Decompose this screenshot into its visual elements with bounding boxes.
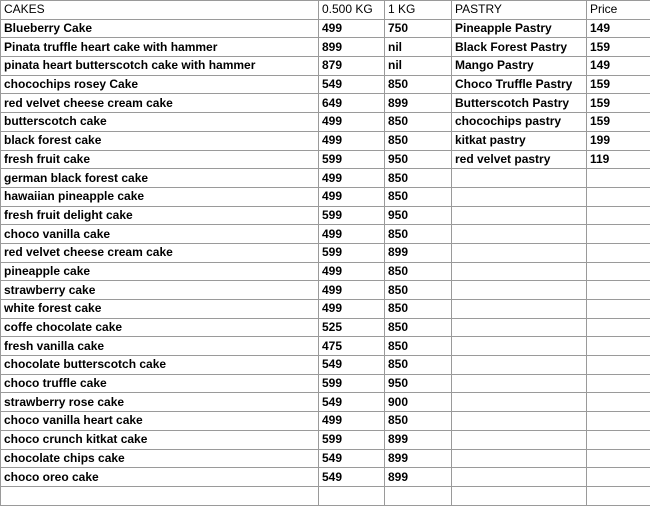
one-kg-price-cell: 850 bbox=[385, 75, 452, 94]
table-row bbox=[1, 486, 650, 505]
half-kg-price-cell: 499 bbox=[319, 281, 385, 300]
half-kg-price-cell: 499 bbox=[319, 169, 385, 188]
pastry-name-cell bbox=[452, 243, 587, 262]
half-kg-price-cell: 499 bbox=[319, 225, 385, 244]
one-kg-price-cell: 850 bbox=[385, 281, 452, 300]
pastry-name-cell bbox=[452, 318, 587, 337]
one-kg-price-cell: nil bbox=[385, 57, 452, 76]
one-kg-price-cell: 950 bbox=[385, 150, 452, 169]
half-kg-price-cell: 649 bbox=[319, 94, 385, 113]
one-kg-price-cell: 850 bbox=[385, 300, 452, 319]
half-kg-price-cell: 499 bbox=[319, 131, 385, 150]
cake-name-cell: fresh fruit cake bbox=[1, 150, 319, 169]
one-kg-price-cell: 950 bbox=[385, 374, 452, 393]
pastry-name-cell bbox=[452, 356, 587, 375]
pastry-price-cell bbox=[587, 468, 650, 487]
half-kg-price-cell: 549 bbox=[319, 356, 385, 375]
cake-name-cell: choco vanilla cake bbox=[1, 225, 319, 244]
pastry-price-cell bbox=[587, 374, 650, 393]
one-kg-price-cell: nil bbox=[385, 38, 452, 57]
pastry-name-cell bbox=[452, 374, 587, 393]
half-kg-price-cell: 549 bbox=[319, 75, 385, 94]
one-kg-price-cell: 850 bbox=[385, 262, 452, 281]
cake-name-cell: strawberry cake bbox=[1, 281, 319, 300]
one-kg-price-cell: 850 bbox=[385, 412, 452, 431]
cake-name-cell: fresh vanilla cake bbox=[1, 337, 319, 356]
pastry-price-cell: 149 bbox=[587, 57, 650, 76]
table-row bbox=[1, 113, 650, 132]
table-row bbox=[1, 449, 650, 468]
header-price: Price bbox=[587, 1, 650, 20]
one-kg-price-cell: 899 bbox=[385, 430, 452, 449]
table-row bbox=[1, 169, 650, 188]
half-kg-price-cell: 499 bbox=[319, 262, 385, 281]
one-kg-price-cell: 899 bbox=[385, 468, 452, 487]
table-row bbox=[1, 150, 650, 169]
pastry-name-cell bbox=[452, 262, 587, 281]
pastry-name-cell bbox=[452, 393, 587, 412]
table-row bbox=[1, 337, 650, 356]
one-kg-price-cell: 850 bbox=[385, 169, 452, 188]
table-row bbox=[1, 262, 650, 281]
half-kg-price-cell: 549 bbox=[319, 393, 385, 412]
table-row bbox=[1, 300, 650, 319]
table-row bbox=[1, 131, 650, 150]
half-kg-price-cell: 525 bbox=[319, 318, 385, 337]
header-row bbox=[1, 1, 650, 20]
table-row bbox=[1, 430, 650, 449]
header-half-kg: 0.500 KG bbox=[319, 1, 385, 20]
header-cakes: CAKES bbox=[1, 1, 319, 20]
pastry-name-cell: kitkat pastry bbox=[452, 131, 587, 150]
pastry-price-cell: 159 bbox=[587, 38, 650, 57]
pastry-name-cell bbox=[452, 206, 587, 225]
half-kg-price-cell bbox=[319, 486, 385, 505]
cake-name-cell: chocolate butterscotch cake bbox=[1, 356, 319, 375]
table-row bbox=[1, 38, 650, 57]
pastry-name-cell bbox=[452, 430, 587, 449]
cake-name-cell: hawaiian pineapple cake bbox=[1, 187, 319, 206]
table-row bbox=[1, 356, 650, 375]
table-row bbox=[1, 94, 650, 113]
one-kg-price-cell: 899 bbox=[385, 449, 452, 468]
pastry-price-cell: 159 bbox=[587, 75, 650, 94]
one-kg-price-cell: 900 bbox=[385, 393, 452, 412]
table-body bbox=[1, 19, 650, 505]
half-kg-price-cell: 599 bbox=[319, 150, 385, 169]
one-kg-price-cell bbox=[385, 486, 452, 505]
table-row bbox=[1, 243, 650, 262]
one-kg-price-cell: 850 bbox=[385, 113, 452, 132]
pastry-price-cell: 119 bbox=[587, 150, 650, 169]
cake-name-cell: choco vanilla heart cake bbox=[1, 412, 319, 431]
pastry-price-cell bbox=[587, 486, 650, 505]
pastry-price-cell bbox=[587, 449, 650, 468]
pastry-price-cell bbox=[587, 243, 650, 262]
pastry-name-cell bbox=[452, 187, 587, 206]
cake-name-cell: choco oreo cake bbox=[1, 468, 319, 487]
half-kg-price-cell: 599 bbox=[319, 430, 385, 449]
one-kg-price-cell: 750 bbox=[385, 19, 452, 38]
half-kg-price-cell: 475 bbox=[319, 337, 385, 356]
cake-name-cell: Blueberry Cake bbox=[1, 19, 319, 38]
half-kg-price-cell: 599 bbox=[319, 206, 385, 225]
cake-name-cell: red velvet cheese cream cake bbox=[1, 94, 319, 113]
half-kg-price-cell: 499 bbox=[319, 113, 385, 132]
table-row bbox=[1, 374, 650, 393]
cake-name-cell: coffe chocolate cake bbox=[1, 318, 319, 337]
half-kg-price-cell: 899 bbox=[319, 38, 385, 57]
table-row bbox=[1, 75, 650, 94]
pastry-name-cell: Black Forest Pastry bbox=[452, 38, 587, 57]
half-kg-price-cell: 499 bbox=[319, 412, 385, 431]
pastry-price-cell bbox=[587, 262, 650, 281]
table-row bbox=[1, 318, 650, 337]
pastry-name-cell bbox=[452, 281, 587, 300]
one-kg-price-cell: 850 bbox=[385, 356, 452, 375]
table-row bbox=[1, 57, 650, 76]
pastry-price-cell bbox=[587, 206, 650, 225]
pastry-price-cell: 199 bbox=[587, 131, 650, 150]
pastry-price-cell bbox=[587, 281, 650, 300]
half-kg-price-cell: 549 bbox=[319, 468, 385, 487]
one-kg-price-cell: 899 bbox=[385, 94, 452, 113]
pastry-price-cell bbox=[587, 393, 650, 412]
cake-name-cell: chocochips rosey Cake bbox=[1, 75, 319, 94]
pastry-name-cell: chocochips pastry bbox=[452, 113, 587, 132]
pastry-price-cell bbox=[587, 337, 650, 356]
half-kg-price-cell: 549 bbox=[319, 449, 385, 468]
pastry-price-cell bbox=[587, 300, 650, 319]
cake-name-cell: strawberry rose cake bbox=[1, 393, 319, 412]
one-kg-price-cell: 899 bbox=[385, 243, 452, 262]
pastry-name-cell bbox=[452, 225, 587, 244]
one-kg-price-cell: 850 bbox=[385, 187, 452, 206]
half-kg-price-cell: 599 bbox=[319, 374, 385, 393]
pastry-price-cell bbox=[587, 318, 650, 337]
cake-name-cell: black forest cake bbox=[1, 131, 319, 150]
one-kg-price-cell: 850 bbox=[385, 337, 452, 356]
pastry-name-cell: Choco Truffle Pastry bbox=[452, 75, 587, 94]
pastry-name-cell: Pineapple Pastry bbox=[452, 19, 587, 38]
pastry-price-cell: 149 bbox=[587, 19, 650, 38]
cake-name-cell: choco crunch kitkat cake bbox=[1, 430, 319, 449]
pastry-name-cell bbox=[452, 412, 587, 431]
pastry-name-cell: Butterscotch Pastry bbox=[452, 94, 587, 113]
pastry-name-cell bbox=[452, 486, 587, 505]
table-row bbox=[1, 393, 650, 412]
pastry-price-cell bbox=[587, 169, 650, 188]
table-row bbox=[1, 281, 650, 300]
cake-name-cell: pineapple cake bbox=[1, 262, 319, 281]
table-row bbox=[1, 19, 650, 38]
cake-name-cell: red velvet cheese cream cake bbox=[1, 243, 319, 262]
table-row bbox=[1, 225, 650, 244]
pastry-name-cell bbox=[452, 300, 587, 319]
header-pastry: PASTRY bbox=[452, 1, 587, 20]
pastry-price-cell bbox=[587, 430, 650, 449]
half-kg-price-cell: 599 bbox=[319, 243, 385, 262]
one-kg-price-cell: 850 bbox=[385, 225, 452, 244]
cake-name-cell: fresh fruit delight cake bbox=[1, 206, 319, 225]
pastry-name-cell: red velvet pastry bbox=[452, 150, 587, 169]
cake-name-cell: white forest cake bbox=[1, 300, 319, 319]
pastry-price-cell: 159 bbox=[587, 113, 650, 132]
cake-name-cell: german black forest cake bbox=[1, 169, 319, 188]
pastry-name-cell bbox=[452, 169, 587, 188]
cake-name-cell: butterscotch cake bbox=[1, 113, 319, 132]
table-row bbox=[1, 206, 650, 225]
one-kg-price-cell: 850 bbox=[385, 131, 452, 150]
cake-name-cell bbox=[1, 486, 319, 505]
pastry-name-cell: Mango Pastry bbox=[452, 57, 587, 76]
cake-name-cell: choco truffle cake bbox=[1, 374, 319, 393]
one-kg-price-cell: 850 bbox=[385, 318, 452, 337]
table-row bbox=[1, 187, 650, 206]
pastry-price-cell bbox=[587, 187, 650, 206]
half-kg-price-cell: 879 bbox=[319, 57, 385, 76]
half-kg-price-cell: 499 bbox=[319, 187, 385, 206]
pastry-name-cell bbox=[452, 337, 587, 356]
header-one-kg: 1 KG bbox=[385, 1, 452, 20]
one-kg-price-cell: 950 bbox=[385, 206, 452, 225]
cake-name-cell: chocolate chips cake bbox=[1, 449, 319, 468]
pastry-price-cell: 159 bbox=[587, 94, 650, 113]
pastry-name-cell bbox=[452, 449, 587, 468]
pastry-price-cell bbox=[587, 356, 650, 375]
table-row bbox=[1, 412, 650, 431]
pastry-price-cell bbox=[587, 412, 650, 431]
table-row bbox=[1, 468, 650, 487]
cake-name-cell: pinata heart butterscotch cake with hammer bbox=[1, 57, 319, 76]
half-kg-price-cell: 499 bbox=[319, 300, 385, 319]
half-kg-price-cell: 499 bbox=[319, 19, 385, 38]
pastry-name-cell bbox=[452, 468, 587, 487]
cake-name-cell: Pinata truffle heart cake with hammer bbox=[1, 38, 319, 57]
pastry-price-cell bbox=[587, 225, 650, 244]
